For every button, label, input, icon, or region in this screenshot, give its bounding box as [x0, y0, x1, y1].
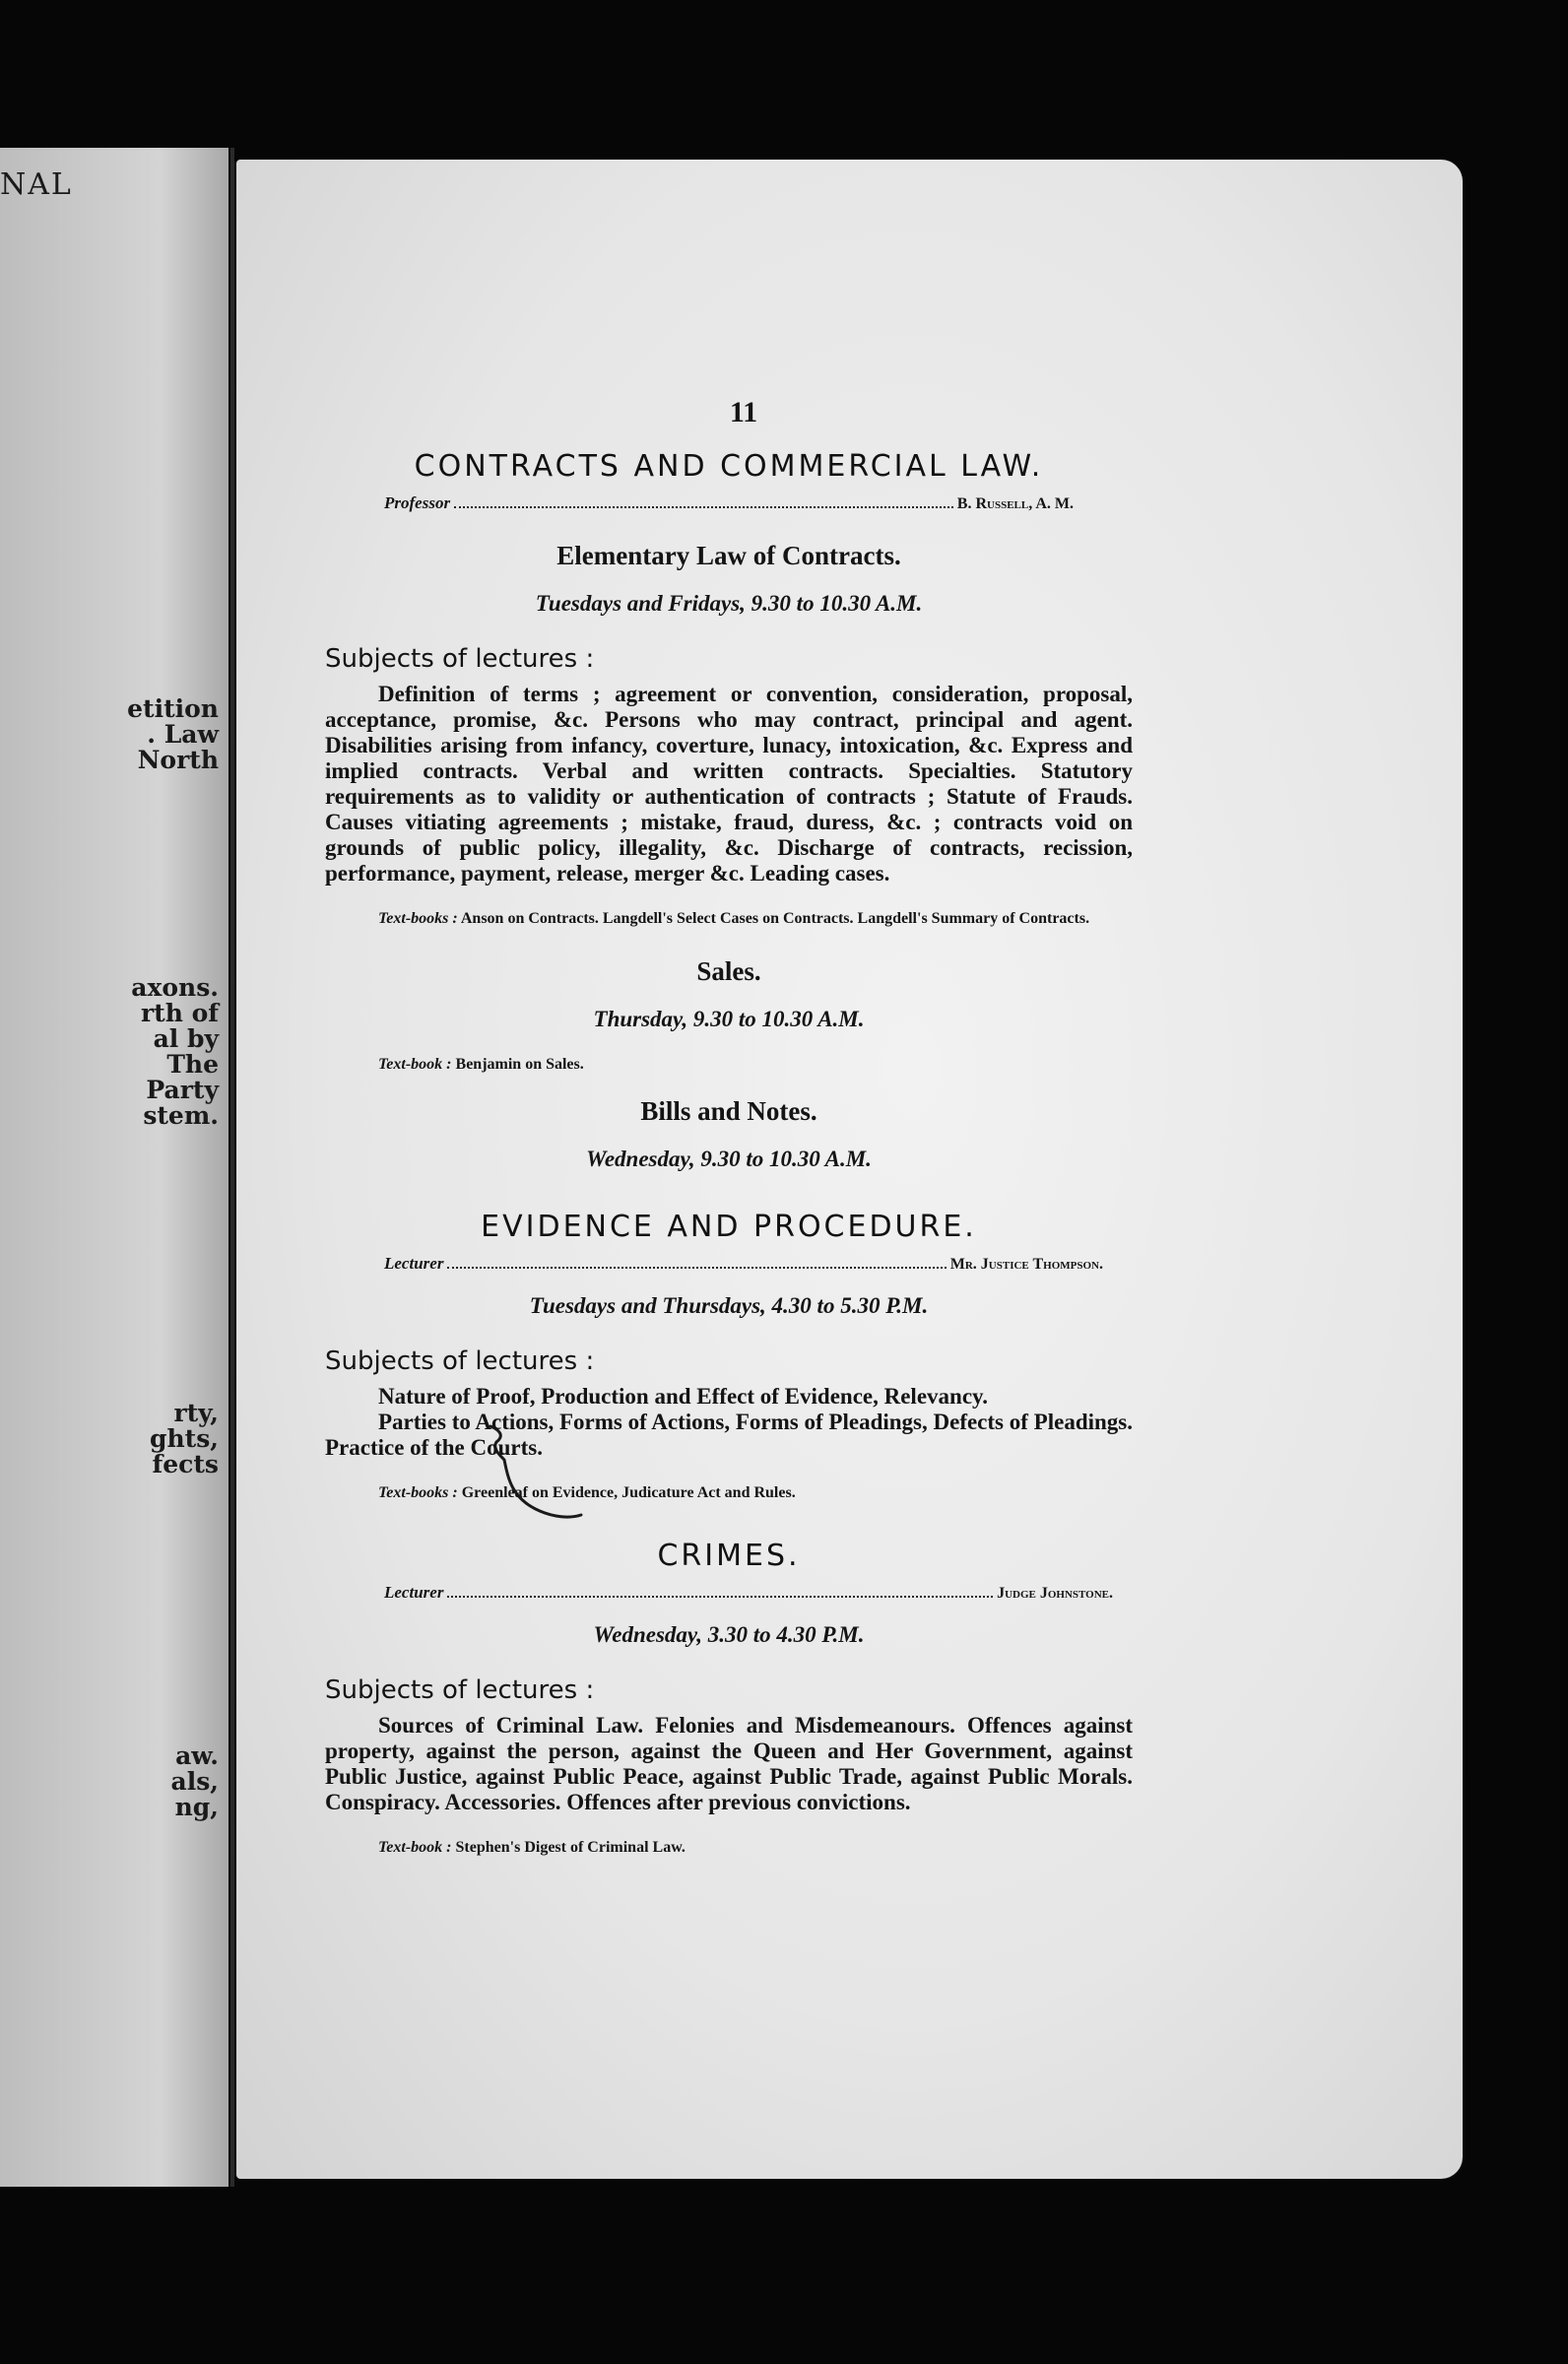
subjects-paragraph: Nature of Proof, Production and Effect of Evidence, Relevancy.	[378, 1384, 989, 1409]
binding-gutter	[230, 148, 234, 2187]
course-title: Bills and Notes.	[640, 1096, 817, 1126]
textbooks-line	[325, 908, 1133, 929]
evidence-section	[325, 1210, 1133, 1503]
subjects-heading: Subjects of lectures :	[325, 1675, 595, 1705]
left-page-text-fragment: stem.	[143, 1101, 219, 1130]
subjects-paragraph: Sources of Criminal Law. Felonies and Misdemeanours. Offences against property, against the person, against the Queen and Her Government, against Public Justice, against Public Peace, against Public Trade, against Public Morals. Conspiracy. Accessories. Offences after previous convictions.	[325, 1713, 1133, 1814]
left-page-text-fragment: ng,	[174, 1793, 219, 1821]
role-label: Lecturer	[384, 1583, 444, 1602]
course-schedule: Tuesdays and Thursdays, 4.30 to 5.30 P.M.	[529, 1293, 929, 1318]
role-label: Lecturer	[384, 1254, 444, 1273]
textbooks-list: Greenleaf on Evidence, Judicature Act and Rules.	[461, 1484, 796, 1501]
left-page-text-fragment: ghts,	[150, 1424, 219, 1453]
professor-line	[325, 493, 1133, 513]
textbook-title: Benjamin on Sales.	[455, 1056, 584, 1073]
left-page-text-fragment: etition	[127, 694, 219, 723]
left-page-text-fragment: al by	[153, 1024, 219, 1053]
course-schedule: Wednesday, 3.30 to 4.30 P.M.	[593, 1622, 865, 1647]
course-title: Sales.	[696, 956, 761, 986]
instructor-name: B. Russell, A. M.	[956, 495, 1074, 512]
textbooks-label: Text-books :	[378, 910, 458, 927]
section-title: EVIDENCE AND PROCEDURE.	[481, 1210, 977, 1244]
textbook-title: Stephen's Digest of Criminal Law.	[455, 1839, 686, 1856]
instructor-name: Mr. Justice Thompson.	[949, 1256, 1103, 1273]
lecturer-line	[325, 1254, 1133, 1274]
left-page-text-fragment: NAL	[0, 167, 73, 202]
subjects-heading: Subjects of lectures :	[325, 644, 595, 674]
subjects-paragraph: Parties to Actions, Forms of Actions, Forms of Pleadings, Defects of Pleadings. Practice of the Courts.	[325, 1410, 1133, 1460]
course-title: Elementary Law of Contracts.	[556, 541, 901, 570]
left-page-text-fragment: rty,	[173, 1399, 219, 1427]
course-schedule: Thursday, 9.30 to 10.30 A.M.	[593, 1007, 865, 1031]
left-page-text-fragment: North	[137, 746, 219, 774]
subjects-heading: Subjects of lectures :	[325, 1346, 595, 1376]
textbooks-label: Text-books :	[378, 1484, 458, 1501]
textbook-label: Text-book :	[378, 1839, 452, 1856]
section-title: CRIMES.	[657, 1539, 801, 1573]
left-page-text-fragment: Party	[146, 1076, 219, 1104]
role-label: Professor	[384, 493, 451, 512]
left-page-text-fragment: fects	[152, 1450, 219, 1478]
left-page-text-fragment: rth of	[140, 999, 219, 1027]
left-page-text-fragment: axons.	[131, 973, 219, 1002]
left-page-text-fragment: . Law	[147, 720, 219, 749]
textbook-label: Text-book :	[378, 1056, 452, 1073]
leader-dots	[447, 1595, 993, 1598]
textbooks-line	[325, 1482, 1133, 1503]
page-number: 11	[729, 396, 758, 428]
page-content	[325, 396, 1133, 1858]
crimes-section	[325, 1539, 1133, 1858]
leader-dots	[454, 505, 953, 508]
textbook-line	[325, 1054, 1133, 1075]
subjects-paragraph: Definition of terms ; agreement or convention, consideration, proposal, acceptance, promise, &c. Persons who may contract, principal and agent. Disabilities arising from infancy, coverture, lunacy, intoxication, &c. Express and implied contracts. Verbal and written contracts. Specialties. Statutory requirements as to validity or authentication of contracts ; Statute of Frauds. Causes vitiating agreements ; mistake, fraud, duress, &c. ; contracts void on grounds of public policy, illegality, &c. Discharge of contracts, recission, performance, payment, release, merger &c. Leading cases.	[325, 682, 1133, 886]
left-page-text-fragment: als,	[170, 1767, 219, 1796]
textbook-line	[325, 1837, 1133, 1858]
lecturer-line	[325, 1583, 1133, 1603]
left-page-text-fragment: aw.	[175, 1741, 219, 1770]
left-page-text-fragment: The	[166, 1050, 219, 1079]
course-schedule: Wednesday, 9.30 to 10.30 A.M.	[586, 1147, 872, 1171]
textbooks-list: Anson on Contracts. Langdell's Select Cases on Contracts. Langdell's Summary of Contracts.	[460, 910, 1090, 927]
leader-dots	[447, 1266, 946, 1269]
left-page-fragment	[0, 148, 229, 2187]
section-title: CONTRACTS AND COMMERCIAL LAW.	[414, 449, 1044, 484]
instructor-name: Judge Johnstone.	[997, 1585, 1113, 1602]
document-page	[236, 160, 1463, 2179]
course-schedule: Tuesdays and Fridays, 9.30 to 10.30 A.M.	[535, 591, 923, 616]
contracts-section	[325, 449, 1133, 1172]
